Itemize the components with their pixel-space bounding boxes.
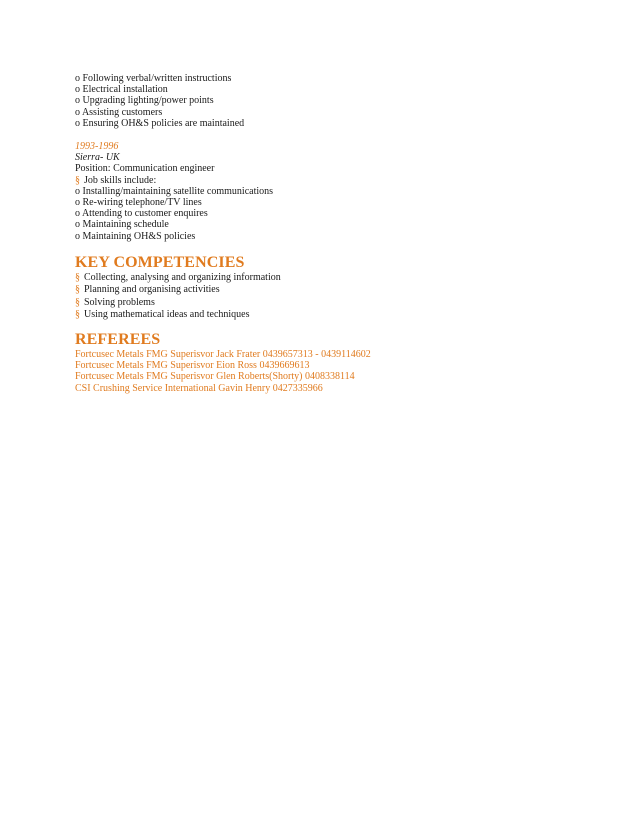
duty-item: o Following verbal/written instructions xyxy=(75,73,232,84)
duty-item: o Installing/maintaining satellite communications xyxy=(75,185,274,197)
section-bullet-icon: § xyxy=(75,309,80,321)
job-years: 1993-1996 xyxy=(75,141,119,152)
competency-item xyxy=(75,272,595,284)
duty-item: o Re-wiring telephone/TV lines xyxy=(75,197,202,209)
competency-item xyxy=(75,284,595,296)
section-bullet-icon: § xyxy=(75,296,80,308)
referee-item: Fortcusec Metals FMG Superisvor Jack Frater 0439657313 - 0439114602 xyxy=(75,349,371,360)
competencies-heading: KEY COMPETENCIES xyxy=(75,254,245,271)
duty-item: o Electrical installation xyxy=(75,84,168,96)
duty-item: o Upgrading lighting/power points xyxy=(75,95,214,107)
duties-list-top xyxy=(75,73,595,129)
competency-label: Collecting, analysing and organizing information xyxy=(84,272,281,283)
competency-item xyxy=(75,297,595,309)
competencies-section xyxy=(75,254,595,322)
referees-heading: REFEREES xyxy=(75,331,161,348)
referee-item: CSI Crushing Service International Gavin Henry 0427335966 xyxy=(75,382,323,394)
referee-item: Fortcusec Metals FMG Superisvor Glen Roberts(Shorty) 0408338114 xyxy=(75,371,355,383)
competency-item xyxy=(75,309,595,321)
section-bullet-icon: § xyxy=(75,174,80,186)
job-skills-label: Job skills include: xyxy=(84,174,157,186)
duty-item: o Ensuring OH&S policies are maintained xyxy=(75,117,245,129)
competency-label: Using mathematical ideas and techniques xyxy=(84,309,250,321)
competency-label: Solving problems xyxy=(84,296,155,308)
referee-item: Fortcusec Metals FMG Superisvor Eion Ross 0439669613 xyxy=(75,360,310,372)
job-entry-sierra xyxy=(75,141,595,242)
section-bullet-icon: § xyxy=(75,272,80,283)
competency-label: Planning and organising activities xyxy=(84,284,220,296)
section-bullet-icon: § xyxy=(75,284,80,296)
duty-item: o Maintaining schedule xyxy=(75,219,169,231)
duty-item: o Maintaining OH&S policies xyxy=(75,230,196,242)
job-position: Position: Communication engineer xyxy=(75,163,215,175)
duty-item: o Attending to customer enquires xyxy=(75,208,208,220)
job-company: Sierra- UK xyxy=(75,152,120,164)
referees-section xyxy=(75,331,595,394)
job-skills-intro xyxy=(75,175,595,186)
duty-item: o Assisting customers xyxy=(75,106,163,118)
